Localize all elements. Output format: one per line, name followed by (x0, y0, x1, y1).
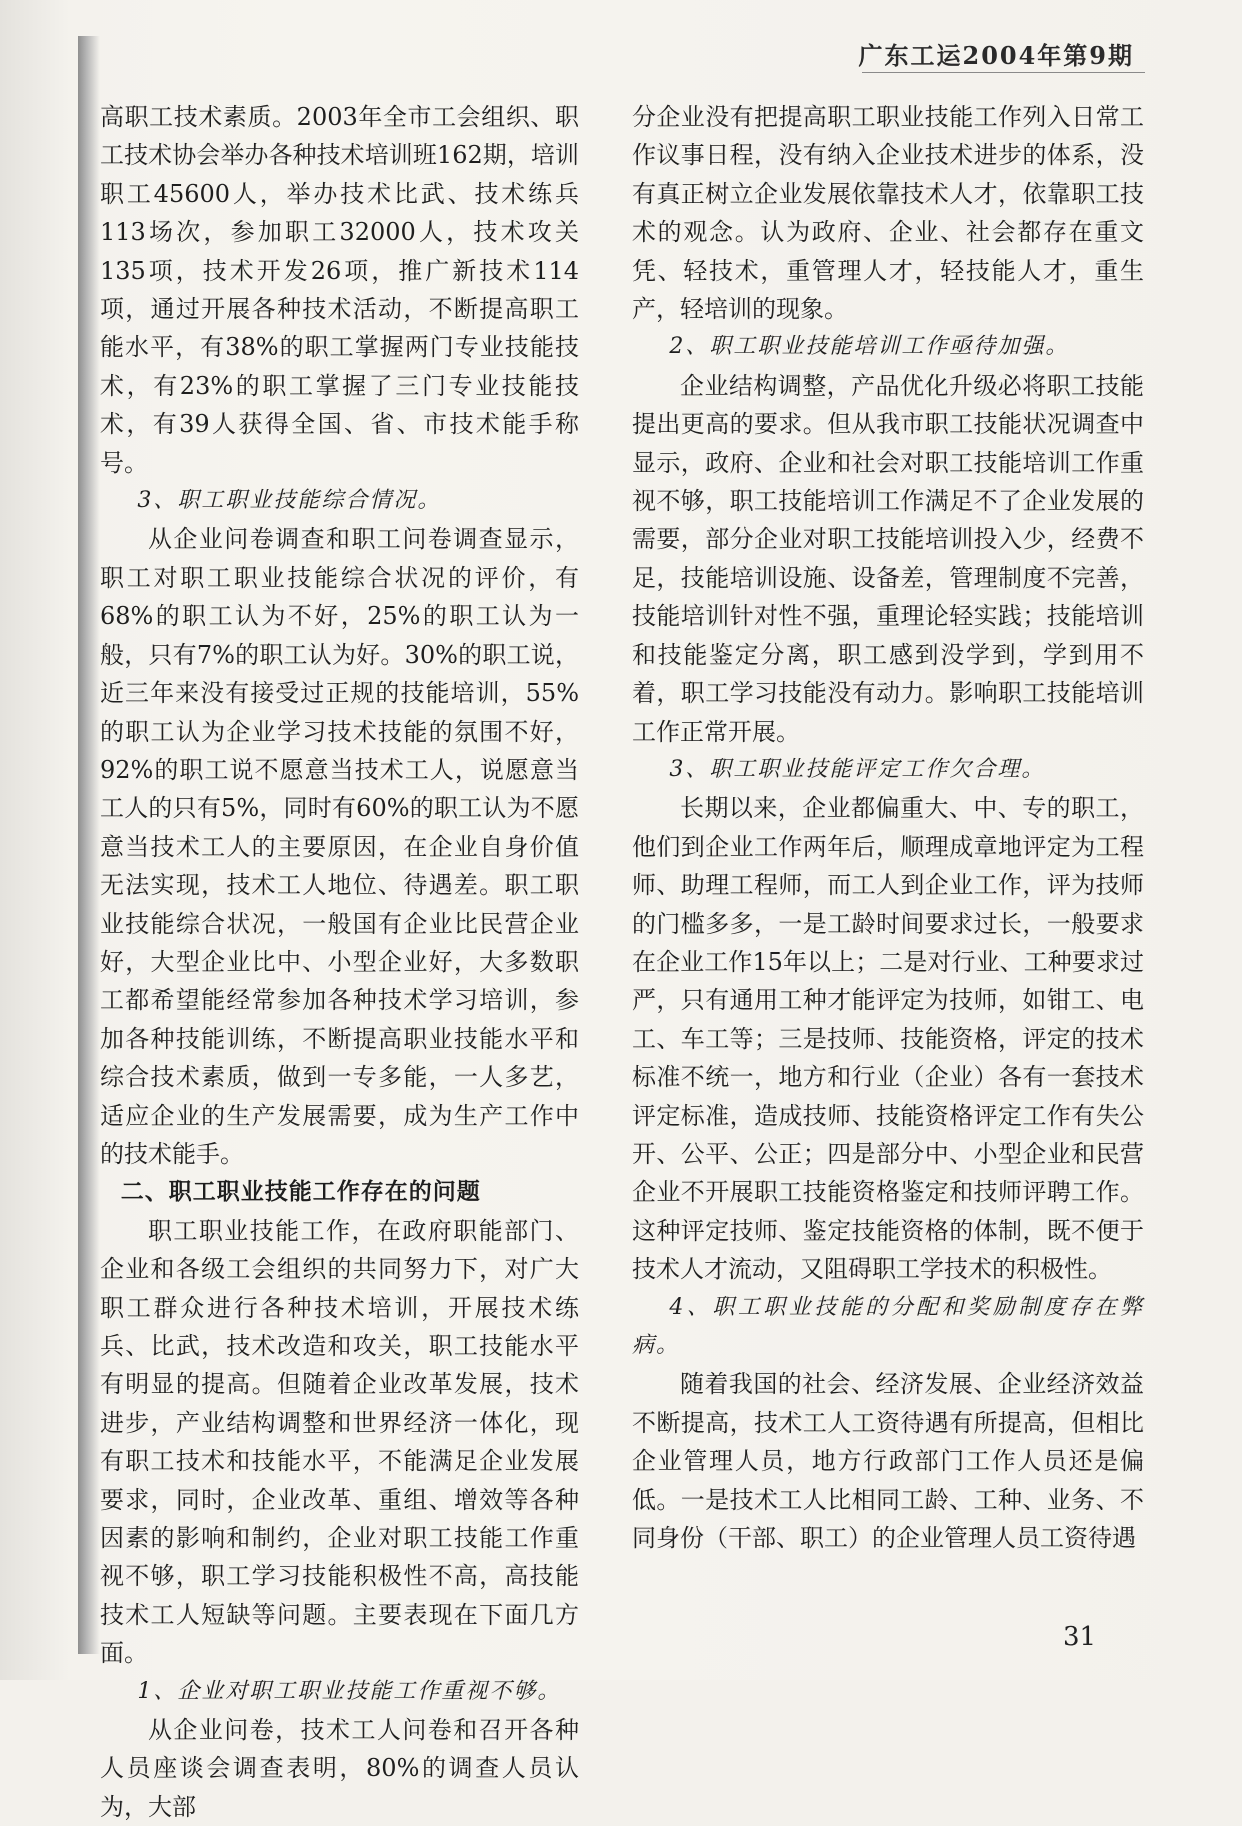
section-heading: 1、企业对职工职业技能工作重视不够。 (137, 1678, 562, 1704)
paragraph: 高职工技术素质。2003年全市工会组织、职工技术协会举办各种技术培训班162期，培训职工45600人，举办技术比武、技术练兵113场次，参加职工32000人，技术攻关135项，技术开发26项，推广新技术114项，通过开展各种技术活动，不断提高职工能水平，有38%的职工掌握两门专业技能技术，有23%的职工掌握了三门专业技能技术，有39人获得全国、省、市技术能手称号。 (100, 103, 579, 477)
binding-shadow (78, 36, 100, 1654)
paragraph: 从企业问卷调查和职工问卷调查显示，职工对职工职业技能综合状况的评价，有68%的职工认为不好，25%的职工认为一般，只有7%的职工认为好。30%的职工说，近三年来没有接受过正规的技能培训，55%的职工认为企业学习技术技能的氛围不好，92%的职工说不愿意当技术工人，说愿意当工人的只有5%，同时有60%的职工认为不愿意当技术工人的主要原因，在企业自身价值无法实现，技术工人地位、待遇差。职工职业技能综合状况，一般国有企业比民营企业好，大型企业比中、小型企业好，大多数职工都希望能经常参加各种技术学习培训，参加各种技能训练，不断提高职业技能水平和综合技术素质，做到一专多能，一人多艺，适应企业的生产发展需要，成为生产工作中的技术能手。 (100, 525, 579, 1168)
chapter-heading: 二、职工职业技能工作存在的问题 (120, 1179, 481, 1206)
journal-header: 广东工运2004年第9期 (858, 41, 1134, 70)
paragraph: 职工职业技能工作，在政府职能部门、企业和各级工会组织的共同努力下，对广大职工群众进行各种技术培训，开展技术练兵、比武，技术改造和攻关，职工技能水平有明显的提高。但随着企业改革发展，技术进步，产业结构调整和世界经济一体化，现有职工技术和技能水平，不能满足企业发展要求，同时，企业改革、重组、增效等各种因素的影响和制约，企业对职工技能工作重视不够，职工学习技能积极性不高，高技能技术工人短缺等问题。主要表现在下面几方面。 (100, 1216, 579, 1668)
header-rule (862, 72, 1145, 73)
paragraph: 长期以来，企业都偏重大、中、专的职工，他们到企业工作两年后，顺理成章地评定为工程师、助理工程师，而工人到企业工作，评为技师的门槛多多，一是工龄时间要求过长，一般要求在企业工作15年以上；二是对行业、工种要求过严，只有通用工种才能评定为技师，如钳工、电工、车工等；三是技师、技能资格，评定的技术标准不统一，地方和行业（企业）各有一套技术评定标准，造成技师、技能资格评定工作有失公开、公平、公正；四是部分中、小型企业和民营企业不开展职工技能资格鉴定和技师评聘工作。这种评定技师、鉴定技能资格的体制，既不便于技术人才流动，又阻碍职工学技术的积极性。 (632, 794, 1144, 1284)
left-column (100, 98, 579, 1826)
paragraph: 从企业问卷，技术工人问卷和召开各种人员座谈会调查表明，80%的调查人员认为，大部 (100, 1716, 579, 1821)
section-heading: 4、职工职业技能的分配和奖励制度存在弊病。 (632, 1294, 1144, 1358)
section-heading: 2、职工职业技能培训工作亟待加强。 (669, 334, 1070, 360)
paragraph: 企业结构调整，产品优化升级必将职工技能提出更高的要求。但从我市职工技能状况调查中显示，政府、企业和社会对职工技能培训工作重视不够，职工技能培训工作满足不了企业发展的需要，部分企业对职工技能培训投入少，经费不足，技能培训设施、设备差，管理制度不完善，技能培训针对性不强，重理论轻实践；技能培训和技能鉴定分离，职工感到没学到，学到用不着，职工学习技能没有动力。影响职工技能培训工作正常开展。 (632, 371, 1144, 746)
section-heading: 3、职工职业技能综合情况。 (137, 488, 442, 514)
right-column (632, 98, 1144, 1557)
paragraph: 随着我国的社会、经济发展、企业经济效益不断提高，技术工人工资待遇有所提高，但相比企业管理人员，地方行政部门工作人员还是偏低。一是技术工人比相同工龄、工种、业务、不同身份（干部、职工）的企业管理人员工资待遇 (632, 1370, 1144, 1553)
section-heading: 3、职工职业技能评定工作欠合理。 (669, 756, 1046, 782)
page-number: 31 (1063, 1622, 1097, 1652)
paragraph: 分企业没有把提高职工职业技能工作列入日常工作议事日程，没有纳入企业技术进步的体系，没有真正树立企业发展依靠技术人才，依靠职工技术的观念。认为政府、企业、社会都存在重文凭、轻技术，重管理人才，轻技能人才，重生产，轻培训的现象。 (632, 103, 1144, 324)
